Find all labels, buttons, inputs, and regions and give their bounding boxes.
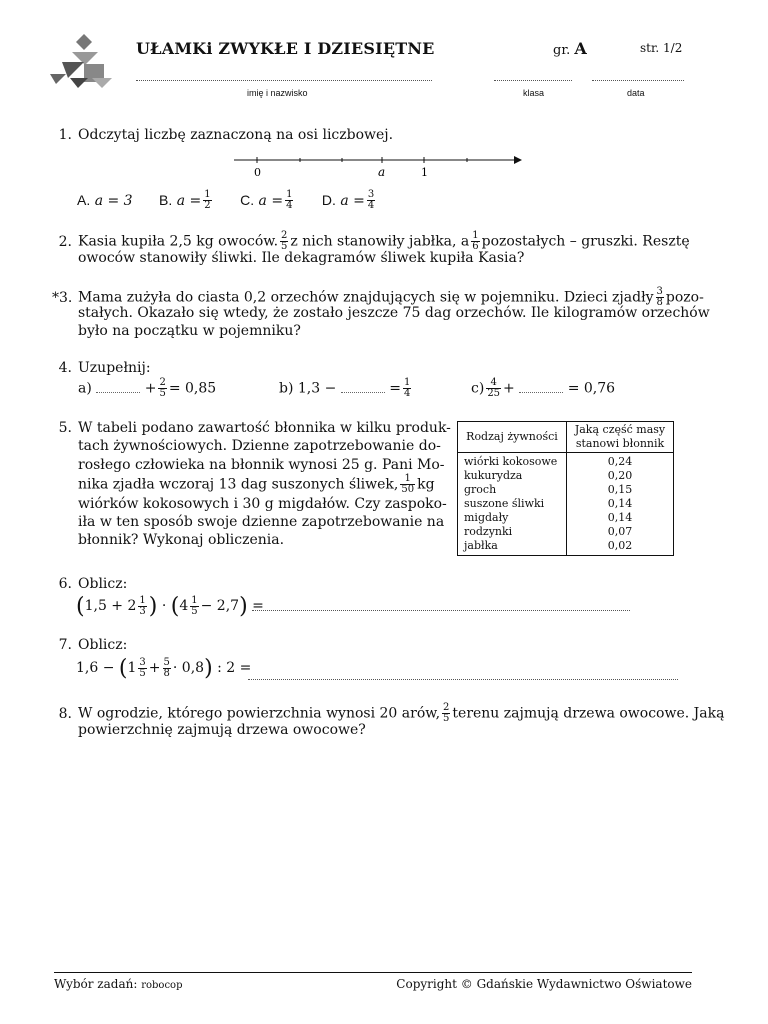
question-4-b: b) 1,3 − = $\frac{1}{4}$ [279, 377, 411, 399]
answer-blank[interactable] [341, 384, 385, 393]
question-7-expression: 1,6 − (1 $\frac{3}{5}$ + $\frac{5}{8}$ · 0,8) : 2 = [76, 656, 252, 681]
question-1 [52, 127, 393, 143]
footer-left [54, 977, 182, 991]
footer-left-value: robocop [141, 980, 183, 991]
option-d[interactable]: D. a = $\frac{3}{4}$ [321, 189, 375, 211]
name-field-line[interactable] [136, 80, 432, 81]
question-8: 8. W ogrodzie, którego powierzchnia wynosi 20 arów, $\frac{2}{5}$ terenu zajmują drzewa owocowe. Jaką [58, 702, 725, 724]
question-4-a: a) + $\frac{2}{5}$ = 0,85 [78, 377, 217, 399]
table-row: kukurydza 0,20 [458, 469, 673, 483]
page-number: str. 1/2 [640, 41, 683, 55]
question-3: *3. Mama zużyła do ciasta 0,2 orzechów znajdujących się w pojemniku. Dzieci zjadły $\frac{3}{8}$ pozo- [52, 286, 704, 308]
table-header-food: Rodzaj żywności [458, 422, 567, 453]
question-3-line-3: było na początku w pojemniku? [78, 323, 301, 339]
question-7: 7. Oblicz: [58, 637, 128, 653]
group-indicator [553, 39, 587, 58]
table-row: suszone śliwki 0,14 [458, 497, 673, 511]
question-text: Odczytaj liczbę zaznaczoną na osi liczbowej. [78, 127, 394, 143]
question-3-line-2: stałych. Okazało się wtedy, że zostało jeszcze 75 dag orzechów. Ile kilogramów orzechów [78, 305, 710, 321]
question-number: 1. [58, 127, 72, 143]
question-8-line-2: powierzchnię zajmują drzewa owocowe? [78, 722, 366, 738]
question-4: 4. Uzupełnij: [58, 360, 151, 376]
group-value: A [574, 39, 587, 58]
footer-left-label: Wybór zadań: [54, 977, 138, 991]
answer-options [77, 190, 377, 211]
answer-blank[interactable] [519, 384, 563, 393]
worksheet-title: UŁAMKi ZWYKŁE I DZIESIĘTNE [136, 39, 435, 58]
option-c[interactable]: C. a = $\frac{1}{4}$ [240, 189, 293, 211]
axis-label-a: a [378, 165, 386, 179]
date-label: data [627, 88, 645, 98]
footer-copyright: Copyright © Gdańskie Wydawnictwo Oświatowe [396, 977, 692, 991]
table-header-fiber: Jaką część masy stanowi błonnik [567, 422, 674, 453]
fiber-table [457, 421, 674, 556]
class-field-line[interactable] [494, 80, 572, 81]
table-row: rodzynki 0,07 [458, 525, 673, 539]
question-6: 6. Oblicz: [58, 576, 128, 592]
option-a[interactable]: A. a = 3 [77, 191, 133, 209]
axis-label-one: 1 [421, 166, 428, 179]
answer-line[interactable] [252, 610, 630, 611]
table-row: jabłka 0,02 [458, 539, 673, 555]
footer-rule [54, 972, 692, 973]
table-row: wiórki kokosowe 0,24 [458, 453, 673, 470]
option-b[interactable]: B. a = $\frac{1}{2}$ [159, 189, 211, 211]
table-row: groch 0,15 [458, 483, 673, 497]
name-label: imię i nazwisko [247, 88, 308, 98]
publisher-logo [48, 34, 114, 88]
date-field-line[interactable] [592, 80, 684, 81]
question-2-line-2: owoców stanowiły śliwki. Ile dekagramów śliwek kupiła Kasia? [78, 250, 525, 266]
question-6-expression: (1,5 + 2 $\frac{1}{3}$ ) · (4 $\frac{1}{5}$ − 2,7) = [76, 594, 264, 619]
class-label: klasa [523, 88, 545, 98]
answer-line[interactable] [248, 679, 678, 680]
answer-blank[interactable] [96, 384, 140, 393]
group-label: gr. [553, 43, 571, 58]
axis-label-zero: 0 [254, 166, 261, 179]
question-2: 2. Kasia kupiła 2,5 kg owoców. $\frac{2}{5}$ z nich stanowiły jabłka, a $\frac{1}{6}$ pozostałych – gruszki. Resztę [58, 230, 690, 252]
question-4-c: c) $\frac{4}{25}$ + = 0,76 [471, 377, 616, 399]
table-row: migdały 0,14 [458, 511, 673, 525]
number-line [232, 150, 524, 182]
question-5: 5. W tabeli podano zawartość błonnika w kilku produk- tach żywnościowych. Dzienne zapotrzebowanie do- rosłego człowieka na błonnik wynosi 25 g. Pani Mo- nika zjadła wczoraj 13 dag suszonych śliwek, $\frac{1}{50}$ kg wiórków kokosowych i 30 g migdałów. Czy zaspoko- iła w ten sposób swoje dzienne zapotrzebowanie na błonnik? Wykonaj obliczenia. [58, 420, 451, 549]
